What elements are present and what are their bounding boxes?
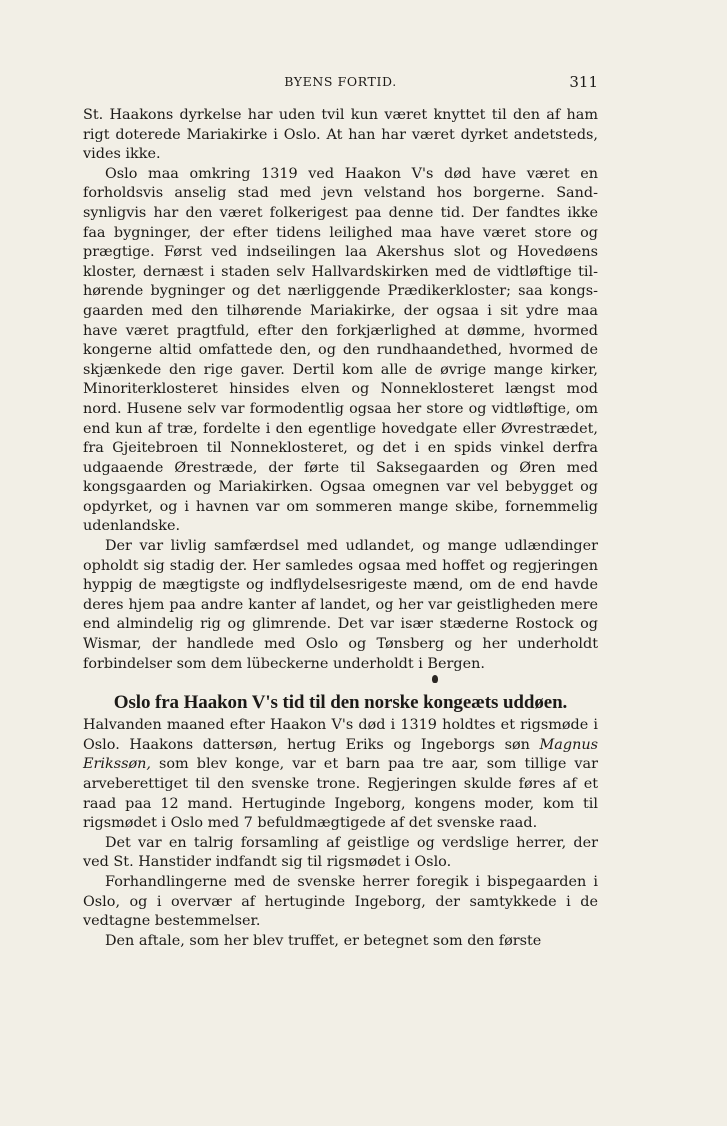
paragraph-3: Der var livlig samfærdsel med udlandet, og mange udlændinger opholdt sig stadig der. Her samledes ogsaa med hoffet og regjeringen hyppig de mægtigste og indflydelsesrigeste mænd, om de end havde deres hjem paa andre kanter af landet, og her var geistligheden mere end almindelig rig og glimrende. Det var især stæderne Rostock og Wismar, der handlede med Oslo og Tønsberg og her underholdt forbindelser som dem lübeckerne underholdt i Bergen. [83, 538, 598, 672]
running-title: BYENS FORTID. [284, 74, 397, 89]
paragraph-4 [83, 716, 598, 834]
section-heading: Oslo fra Haakon V's tid til den norske kongeæts uddøen. [113, 692, 568, 714]
paragraph-7: Den aftale, som her blev truffet, er betegnet som den første [105, 932, 542, 949]
paragraph-5: Det var en talrig forsamling af geistlige og verdslige herrer, der ved St. Hanstider indfandt sig til rigsmødet i Oslo. [83, 834, 598, 871]
page-number: 311 [569, 73, 598, 91]
paragraph-2: Oslo maa omkring 1319 ved Haakon V's død have været en forholdsvis anselig stad med jevn velstand hos borgerne. Sandsynligvis har den været folkerigest paa denne tid. Der fandtes ikke faa bygninger, der efter tidens leilighed maa have været store og prægtige. Først ved indseilingen laa Akershus slot og Hovedøens kloster, dernæst i staden selv Hallvardskirken med de vidtløftige tilhørende bygninger og det nærliggende Prædikerkloster; saa kongsgaarden med den tilhørende Mariakirke, der ogsaa i sit ydre maa have været pragtfuld, efter den forkjærlighed at dømme, hvormed kongerne altid omfattede den, og den rundhaandethed, hvormed de skjænkede den rige gaver. Dertil kom alle de øvrige mange kirker, Minoriterklosteret hinsides elven og Nonneklosteret længst mod nord. Husene selv var formodentlig ogsaa her store og vidtløftige, om end kun af træ, fordelte i den egentlige hovedgate eller Øvrestrædet, fra Gjeitebroen til Nonneklosteret, og det i en spids vinkel derfra udgaaende Ørestræde, der førte til Saksegaarden og Øren med kongsgaarden og Mariakirken. Ogsaa omegnen var vel bebygget og opdyrket, og i havnen var om sommeren mange skibe, fornemmelig udenlandske. [83, 165, 598, 535]
king-name: Magnus Erikssøn, [83, 736, 598, 773]
paragraph-1: St. Haakons dyrkelse har uden tvil kun været knyttet til den af ham rigt doterede Mariakirke i Oslo. At han har været dyrket andetsteds, vides ikke. [83, 107, 598, 163]
paragraph-6: Forhandlingerne med de svenske herrer foregik i bispegaarden i Oslo, og i overvær af hertuginde Ingeborg, der samtykkede i de vedtagne bestemmelser. [83, 873, 598, 930]
running-head [83, 74, 598, 94]
paragraph-4-start: Halvanden maaned efter Haakon V's død i 1319 holdtes et rigsmøde i Oslo. Haakons dattersøn, hertug Eriks og Ingeborgs søn [83, 717, 598, 753]
paragraph-4-end: som blev konge, var et barn paa tre aar, som tillige var arveberettiget til den svenske trone. Regjeringen skulde føres af et raad paa 12 mand. Hertuginde Ingeborg, kongens moder, kom til rigsmødet i Oslo med 7 befuldmægtigede af det svenske raad. [83, 756, 598, 832]
ornament-icon [83, 672, 598, 686]
text-block [83, 106, 598, 951]
